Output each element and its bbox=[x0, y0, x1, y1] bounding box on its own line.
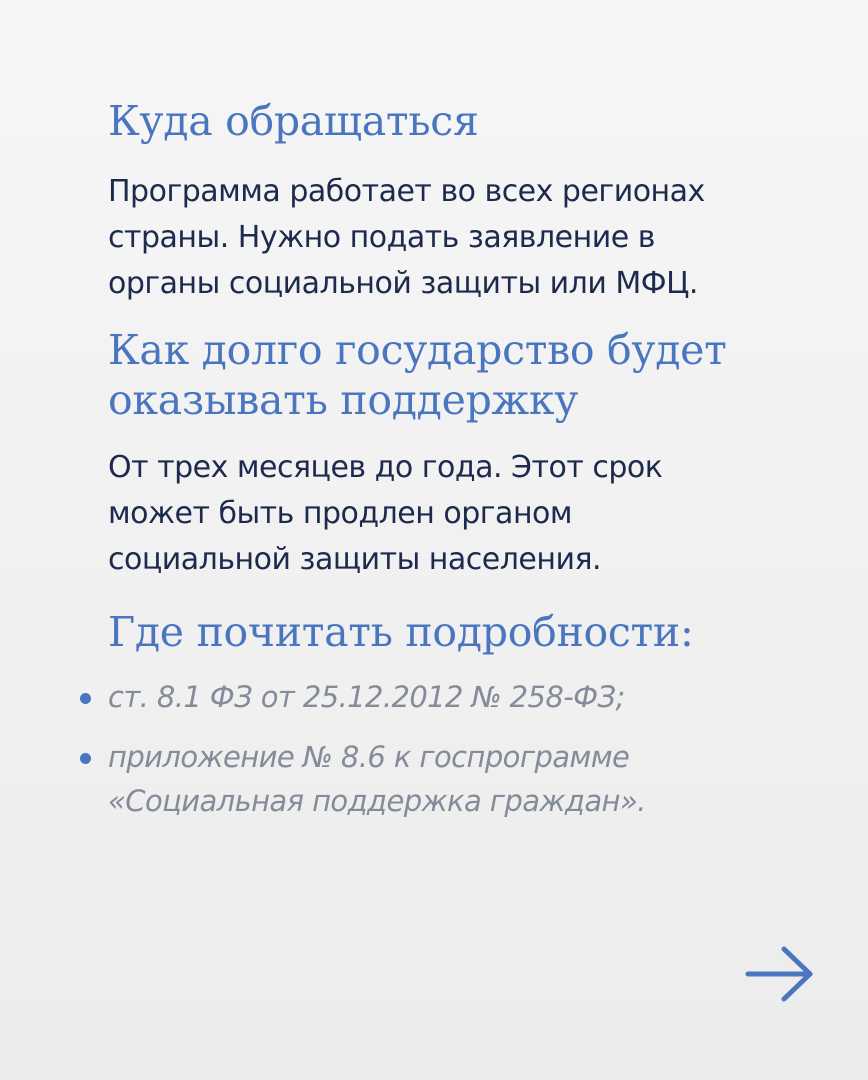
bullet-icon bbox=[80, 693, 91, 704]
content bbox=[108, 96, 808, 839]
list-item bbox=[108, 735, 808, 823]
text-line: может быть продлен органом bbox=[108, 496, 573, 531]
section-text-support-duration bbox=[108, 445, 808, 583]
section-heading-support-duration bbox=[108, 325, 808, 425]
reference-text bbox=[108, 740, 646, 818]
text-line: «Социальная поддержка граждан». bbox=[108, 784, 646, 818]
heading-line: Как долго государство будет bbox=[108, 326, 727, 374]
text-line: От трех месяцев до года. Этот срок bbox=[108, 450, 663, 485]
text-line: приложение № 8.6 к госпрограмме bbox=[108, 740, 630, 774]
references-list bbox=[108, 675, 808, 823]
section-text-where-to-apply bbox=[108, 169, 808, 307]
bullet-icon bbox=[80, 753, 91, 764]
references-heading: Где почитать подробности: bbox=[108, 608, 694, 656]
text-line: органы социальной защиты или МФЦ. bbox=[108, 266, 698, 301]
text-line: Программа работает во всех регионах bbox=[108, 174, 705, 209]
reference-text: ст. 8.1 ФЗ от 25.12.2012 № 258-ФЗ; bbox=[108, 680, 625, 714]
arrow-right-icon[interactable] bbox=[744, 944, 816, 1004]
text-line: социальной защиты населения. bbox=[108, 542, 602, 577]
section-heading-where-to-apply: Куда обращаться bbox=[108, 97, 479, 145]
heading-line: оказывать поддержку bbox=[108, 376, 579, 424]
text-line: страны. Нужно подать заявление в bbox=[108, 220, 655, 255]
list-item bbox=[108, 675, 808, 719]
